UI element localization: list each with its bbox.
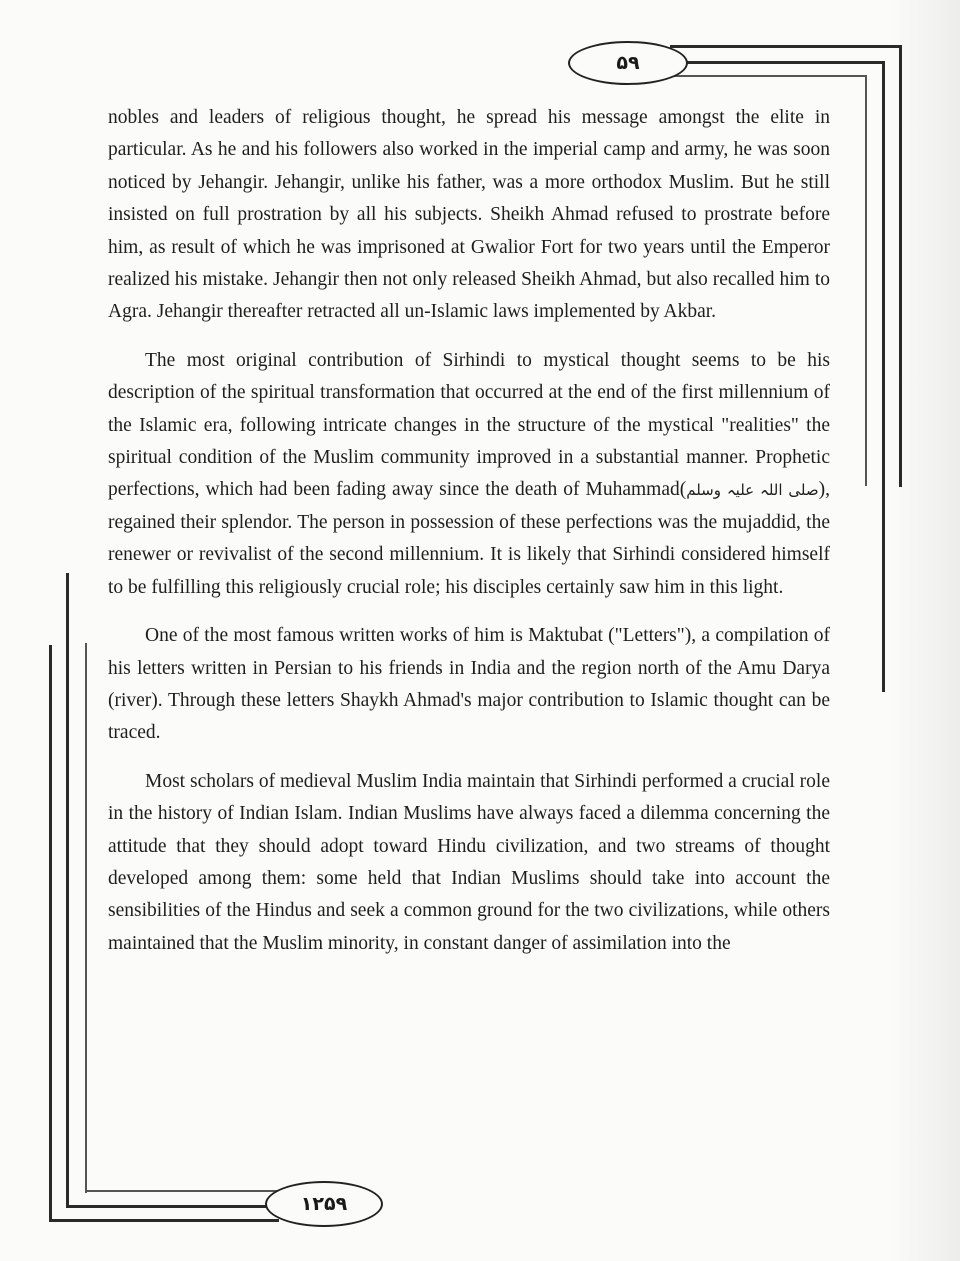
paragraph-2-text-before: The most original contribution of Sirhindi to mystical thought seems to be his description of the spiritual transformation that occurred at the end of the first millennium of the Islamic era, following intricate changes in the structure of the mystical "realities" the spiritual condition of the Muslim community improved in a substantial manner. Prophetic perfections, which had been fading away since the death of Muhammad(	[108, 349, 830, 501]
frame-top-outer-vertical	[899, 45, 902, 487]
frame-top-middle-horizontal	[676, 61, 885, 64]
frame-top-outer-horizontal	[670, 45, 902, 48]
frame-bottom-outer-horizontal	[49, 1219, 279, 1222]
footer-page-number: ۱۲۵۹	[300, 1193, 348, 1215]
honorific-salutation: صلی اللہ علیہ وسلم	[686, 481, 819, 500]
footer-page-number-oval	[265, 1181, 383, 1227]
header-page-number-oval	[568, 41, 688, 85]
frame-top-middle-vertical	[882, 61, 885, 692]
frame-bottom-middle-vertical	[66, 573, 69, 1208]
frame-top-inner-horizontal	[668, 75, 867, 77]
paragraph-3: One of the most famous written works of him is Maktubat ("Letters"), a compilation of his letters written in Persian to his friends in India and the region north of the Amu Darya (river). Through these letters Shaykh Ahmad's major contribution to Islamic thought can be traced.	[108, 625, 830, 744]
header-page-number: ۵۹	[616, 52, 640, 74]
frame-top-inner-vertical	[865, 75, 867, 486]
frame-bottom-inner-horizontal	[85, 1190, 285, 1192]
frame-bottom-inner-vertical	[85, 643, 87, 1193]
page-body	[108, 102, 830, 960]
frame-bottom-middle-horizontal	[66, 1205, 269, 1208]
paragraph-2-text-after: ), regained their splendor. The person in possession of these perfections was the mujaddid, the renewer or revivalist of the second millennium. It is likely that Sirhindi considered himself to be fulfilling this religiously crucial role; his disciples certainly saw him in this light.	[108, 479, 830, 598]
frame-bottom-outer-vertical	[49, 645, 52, 1222]
paragraph-4: Most scholars of medieval Muslim India maintain that Sirhindi performed a crucial role in the history of Indian Islam. Indian Muslims have always faced a dilemma concerning the attitude that they should adopt toward Hindu civilization, and two streams of thought developed among them: some held that Indian Muslims should take into account the sensibilities of the Hindus and seek a common ground for the two civilizations, while others maintained that the Muslim minority, in constant danger of assimilation into the	[108, 770, 830, 954]
paragraph-2	[108, 345, 830, 604]
paragraph-1: nobles and leaders of religious thought, he spread his message amongst the elite in particular. As he and his followers also worked in the imperial camp and army, he was soon noticed by Jehangir. Jehangir, unlike his father, was a more orthodox Muslim. But he still insisted on full prostration by all his subjects. Sheikh Ahmad refused to prostrate before him, as result of which he was imprisoned at Gwalior Fort for two years until the Emperor realized his mistake. Jehangir then not only released Sheikh Ahmad, but also recalled him to Agra. Jehangir thereafter retracted all un-Islamic laws implemented by Akbar.	[108, 107, 830, 323]
